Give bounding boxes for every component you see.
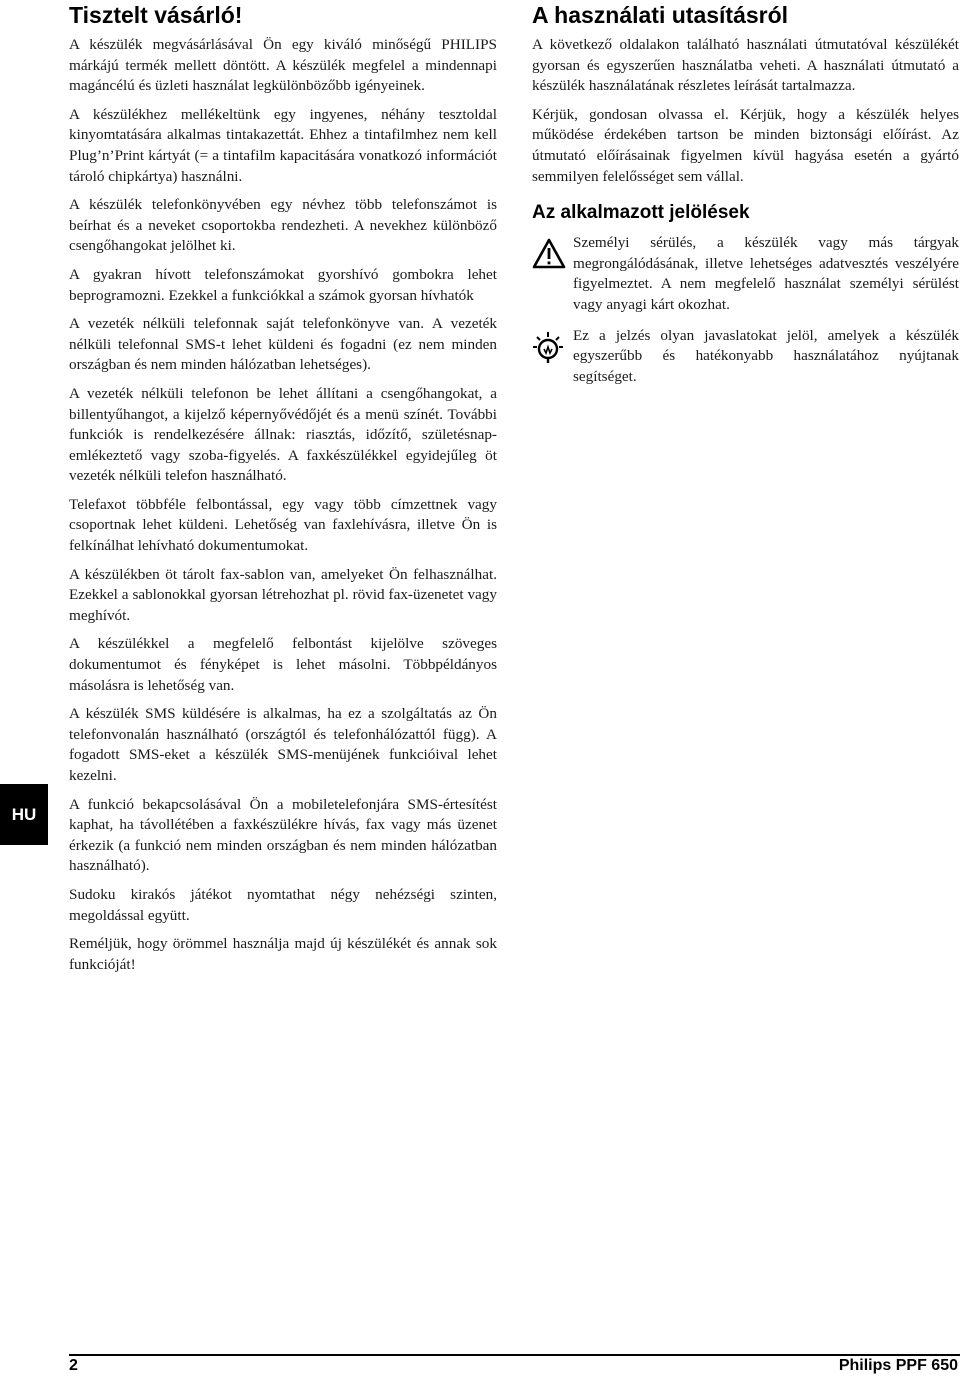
fax-paragraph: Telefaxot többféle felbontással, egy vagy több címzettnek vagy csoportnak lehet küldeni. Lehetőség van faxlehívásra, illetve Ön is felkínálhat lehívható dokumentumokat.: [69, 495, 497, 555]
left-column: [69, 0, 497, 983]
right-column: [532, 0, 959, 397]
warning-triangle-icon: [532, 237, 566, 271]
language-tab: HU: [0, 784, 48, 845]
closing-paragraph: Reméljük, hogy örömmel használja majd új készülékét és annak sok funkcióját!: [69, 935, 497, 973]
ink-cartridge-paragraph: A készülékhez mellékeltünk egy ingyenes, néhány tesztoldal kinyomtatására alkalmas tintakazettát. Ehhez a tintafilmhez nem kell Plug’n’Print kártyát (= a tintafilm kapacitására vonatkozó információt tároló chipkártya) használni.: [69, 105, 497, 185]
tip-note: [532, 326, 959, 388]
sms-paragraph: A készülék SMS küldésére is alkalmas, ha ez a szolgáltatás az Ön telefonvonalán használható (országtól és telefonhálózattól függ). A fogadott SMS-eket a készülék SMS-menüjének funkcióival lehet kezelni.: [69, 705, 497, 784]
cordless-phonebook-paragraph: A vezeték nélküli telefonnak saját telefonkönyve van. A vezeték nélküli telefonnal SMS-t lehet küldeni és fogadni (ez nem minden országban és nem minden hálózatban lehetséges).: [69, 315, 497, 374]
page-number: 2: [69, 1357, 78, 1374]
sms-notification-paragraph: A funkció bekapcsolásával Ön a mobiletelefonjára SMS-értesítést kaphat, ha távollétében a faxkészülékre hívás, fax vagy más üzenet érkezik (a funkció nem minden országban és nem minden hálózatban használható).: [69, 795, 497, 875]
warning-note-text: Személyi sérülés, a készülék vagy más tárgyak megrongálódásának, illetve lehetséges adatvesztés veszélyére figyelmeztet. A nem megfelelő használat személyi sérülést vagy anyagi kárt okozhat.: [573, 234, 959, 313]
copy-paragraph: A készülékkel a megfelelő felbontást kijelölve szöveges dokumentumot és fényképet is lehet másolni. Többpéldányos másolásra is lehetőség van.: [69, 635, 497, 694]
speed-dial-paragraph: A gyakran hívott telefonszámokat gyorshívó gombokra lehet beprogramozni. Ezekkel a funkciókkal a számok gyorsan hívhatók: [69, 265, 497, 304]
intro-paragraph: A készülék megvásárlásával Ön egy kiváló minőségű PHILIPS márkájú termék mellett döntött. A készülék megfelel a mindennapi magáncélú és üzleti használat legkülönbözőbb igényeinek.: [69, 36, 497, 95]
symbols-subtitle: Az alkalmazott jelölések: [532, 202, 750, 224]
cordless-settings-paragraph: A vezeték nélküli telefonon be lehet állítani a csengőhangokat, a billentyűhangot, a kijelző képernyővédőjét és a menü színét. További funkciók is rendelkezésére állnak: riasztás, időzítő, születésnap-emlékeztető vagy szoba-figyelés. A faxkészülékkel egyidejűleg öt vezeték nélküli telefon használható.: [69, 384, 497, 485]
phonebook-paragraph: A készülék telefonkönyvében egy névhez több telefonszámot is beírhat és a neveket csoportokba rendezheti. A nevekhez különböző csengőhangokat jelölhet ki.: [69, 196, 497, 255]
lightbulb-tip-icon: [532, 330, 566, 364]
page-title: Tisztelt vásárló!: [69, 2, 243, 28]
tip-note-text: Ez a jelzés olyan javaslatokat jelöl, amelyek a készülék egyszerűbb és hatékonyabb használatához nyújtanak segítséget.: [573, 326, 959, 385]
warning-note: [532, 233, 959, 315]
manual-read-paragraph: Kérjük, gondosan olvassa el. Kérjük, hogy a készülék helyes működése érdekében tartson be minden biztonsági előírást. Az útmutató előírásainak figyelmen kívül hagyása esetén a gyártó semmilyen felelősséget sem vállal.: [532, 105, 959, 185]
manual-intro-paragraph: A következő oldalakon található használati útmutatóval készülékét gyorsan és egyszerűen használatba veheti. A használati útmutató a készülék használatának részletes leírását tartalmazza.: [532, 36, 959, 95]
sudoku-paragraph: Sudoku kirakós játékot nyomtathat négy nehézségi szinten, megoldással együtt.: [69, 885, 497, 924]
product-model: Philips PPF 650: [838, 1357, 958, 1374]
fax-templates-paragraph: A készülékben öt tárolt fax-sablon van, amelyeket Ön felhasználhat. Ezekkel a sablonokkal gyorsan létrehozhat pl. rövid fax-üzenetet vagy meghívót.: [69, 565, 497, 624]
manual-section-title: A használati utasításról: [532, 2, 789, 28]
footer-divider: [69, 1354, 960, 1356]
